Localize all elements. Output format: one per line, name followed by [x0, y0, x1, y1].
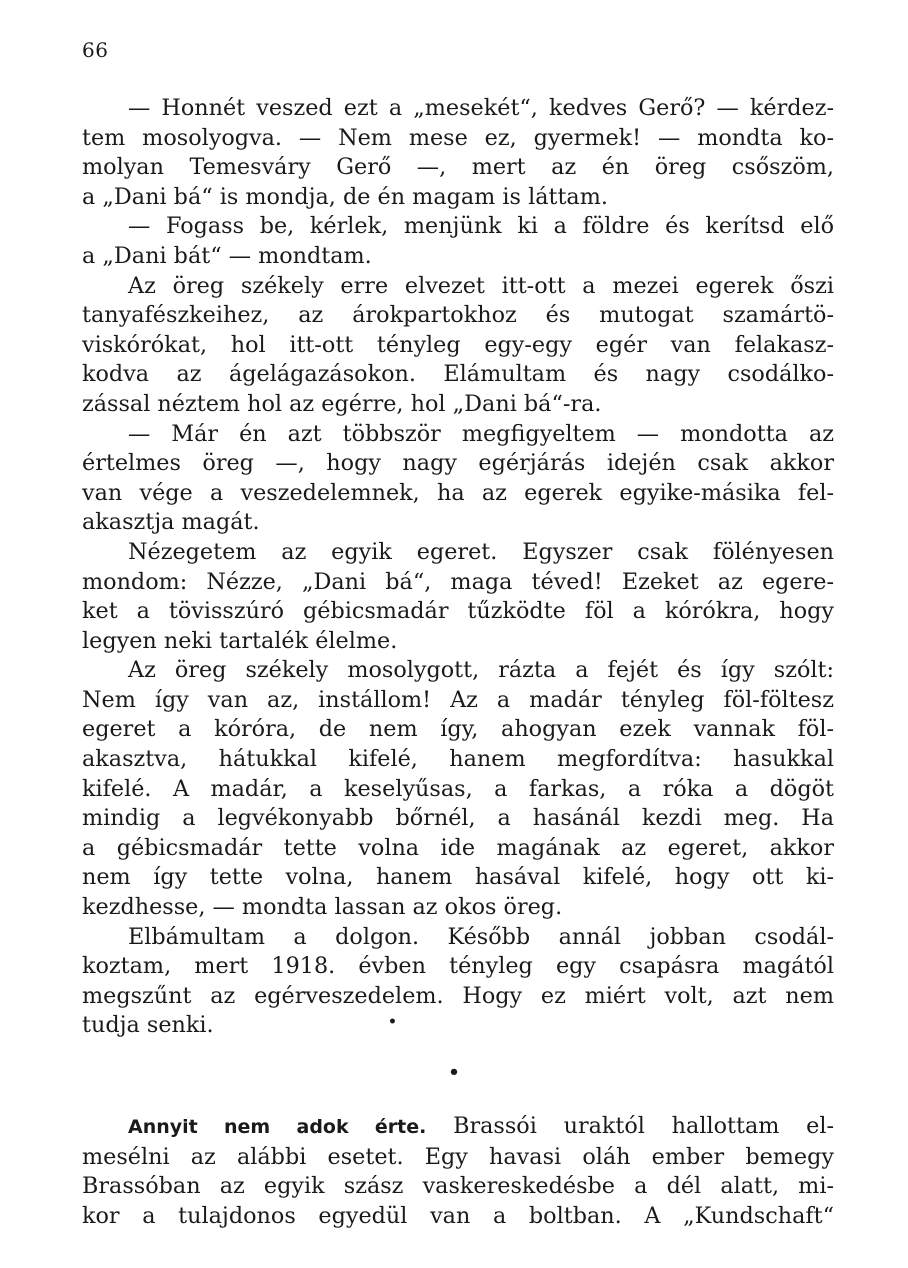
text-line: kor a tulajdonos egyedül van a boltban. A „Kundschaft“	[82, 1202, 834, 1229]
paragraph-5	[82, 538, 834, 656]
text-line: Az öreg székely mosolygott, rázta a fejét és így szólt:	[128, 657, 834, 684]
paragraph-1	[82, 94, 834, 212]
section-heading-line	[82, 1112, 834, 1143]
text-line: koztam, mert 1918. évben tényleg egy csapásra magától	[82, 953, 834, 980]
text-line: kifelé. A madár, a keselyűsas, a farkas, a róka a dögöt	[82, 775, 834, 802]
text-line: Nézegetem az egyik egeret. Egyszer csak fölényesen	[128, 538, 834, 565]
text-line: a „Dani bát“ — mondtam.	[82, 242, 372, 269]
stray-mark: •	[388, 1014, 397, 1030]
text-line: a „Dani bá“ is mondja, de én magam is láttam.	[82, 183, 608, 210]
paragraph-3	[82, 272, 834, 420]
text-line: legyen neki tartalék élelme.	[82, 627, 398, 654]
text-line: értelmes öreg —, hogy nagy egérjárás idején csak akkor	[82, 450, 834, 477]
text-line: van vége a veszedelemnek, ha az egerek egyike-másika fel-	[82, 479, 834, 506]
text-line: mondom: Nézze, „Dani bá“, maga téved! Ezeket az egere-	[82, 568, 834, 595]
text-line: Nem így van az, instállom! Az a madár tényleg föl-föltesz	[82, 686, 834, 713]
text-line: Az öreg székely erre elvezet itt-ott a mezei egerek őszi	[128, 272, 834, 299]
text-line: mindig a legvékonyabb bőrnél, a hasánál kezdi meg. Ha	[82, 805, 834, 832]
main-text	[82, 94, 834, 1041]
text-line: a gébicsmadár tette volna ide magának az egeret, akkor	[82, 834, 834, 861]
text-line: mesélni az alábbi esetet. Egy havasi oláh ember bemegy	[82, 1143, 834, 1170]
text-line: egeret a kóróra, de nem így, ahogyan ezek vannak föl-	[82, 716, 834, 743]
text-line: zással néztem hol az egérre, hol „Dani bá“-ra.	[82, 390, 602, 417]
text-line: kodva az ágelágazásokon. Elámultam és nagy csodálko-	[82, 361, 834, 388]
text-line: Brassói uraktól hallottam el-	[426, 1113, 834, 1139]
text-line: — Már én azt többször megfigyeltem — mondotta az	[128, 420, 834, 447]
text-line: ket a tövisszúró gébicsmadár tűzködte föl a kórókra, hogy	[82, 598, 834, 625]
text-line: nem így tette volna, hanem hasával kifelé, hogy ott ki-	[82, 864, 834, 891]
text-line: — Honnét veszed ezt a „mesekét“, kedves Gerő? — kérdez-	[128, 95, 834, 121]
text-line: akasztja magát.	[82, 509, 260, 536]
text-line: Brassóban az egyik szász vaskereskedésbe a dél alatt, mi-	[82, 1173, 834, 1200]
text-line: megszűnt az egérveszedelem. Hogy ez miért volt, azt nem	[82, 982, 834, 1009]
text-line: akasztva, hátukkal kifelé, hanem megfordítva: hasukkal	[82, 746, 834, 773]
text-line: tanyafészkeihez, az árokpartokhoz és mutogat szamártö-	[82, 302, 834, 329]
paragraph-4	[82, 420, 834, 538]
paragraph-2	[82, 212, 834, 271]
text-line: — Fogass be, kérlek, menjünk ki a földre és kerítsd elő	[128, 213, 834, 240]
text-line: kezdhesse, — mondta lassan az okos öreg.	[82, 894, 563, 921]
text-line: viskórókat, hol itt-ott tényleg egy-egy egér van felakasz-	[82, 331, 834, 358]
text-line: Elbámultam a dolgon. Később annál jobban csodál-	[128, 923, 834, 950]
section-two-text	[82, 1112, 834, 1231]
paragraph-7	[82, 923, 834, 1041]
section-separator: •	[448, 1062, 460, 1083]
page-number: 66	[82, 38, 109, 62]
text-line: molyan Temesváry Gerő —, mert az én öreg csőszöm,	[82, 154, 834, 181]
text-line: tem mosolyogva. — Nem mese ez, gyermek! — mondta ko-	[82, 124, 834, 151]
section-heading: Annyit nem adok érte.	[128, 1116, 427, 1138]
text-line: tudja senki.	[82, 1012, 214, 1039]
paragraph-6	[82, 656, 834, 922]
